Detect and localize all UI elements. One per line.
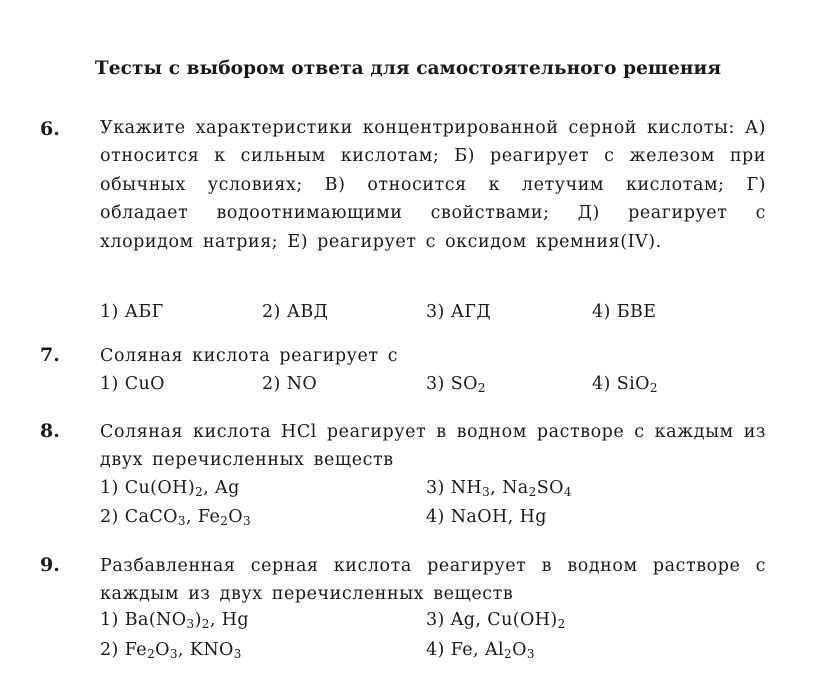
option-3: 3) $NH_3$, $Na_2SO_4$ xyxy=(426,478,572,499)
option-1: 1) АБГ xyxy=(100,302,164,322)
option-3: 3) АГД xyxy=(426,302,491,322)
option-3: 3) Ag, $Cu(OH)_2$ xyxy=(426,610,566,631)
page-title: Тесты с выбором ответа для самостоятельного решения xyxy=(94,58,722,79)
option-2: 2) $Fe_2O_3$, $KNO_3$ xyxy=(100,640,242,661)
question-text: Соляная кислота реагирует с xyxy=(100,346,399,366)
option-2: 2) АВД xyxy=(262,302,329,322)
question-number: 7. xyxy=(40,344,60,366)
question-number: 9. xyxy=(40,554,60,576)
question-text: Соляная кислота HCl реагирует в водном растворе с каждым из двух перечисленных веществ xyxy=(100,422,766,471)
option-1: 1) $Cu(OH)_2$, Ag xyxy=(100,478,240,499)
question-text: Разбавленная серная кислота реагирует в водном растворе с каждым из двух перечисленных веществ xyxy=(100,556,766,605)
option-1: 1) $Ba(NO_3)_2$, Hg xyxy=(100,610,250,631)
option-2: 2) CaCO$_3$, $Fe_2O_3$ xyxy=(100,507,252,528)
option-1: 1) CuO xyxy=(100,374,165,394)
option-4: 4) NaOH, Hg xyxy=(426,507,547,527)
option-4: 4) БВЕ xyxy=(592,302,657,322)
option-3: 3) $SO_2$ xyxy=(426,374,486,395)
option-4: 4) SiO$_2$ xyxy=(592,374,658,395)
question-number: 8. xyxy=(40,420,60,442)
question-number: 6. xyxy=(40,118,60,140)
option-2: 2) NO xyxy=(262,374,318,394)
option-4: 4) Fe, $Al_2O_3$ xyxy=(426,640,535,661)
question-text: Укажите характеристики концентрированной серной кислоты: А) относится к сильным кислотам; Б) реагирует с железом при обычных условиях; В) относится к летучим кислотам; Г) обладает водоотнимающими свойствами; Д) реагирует с хлоридом натрия; Е) реагирует с оксидом кремния(IV). xyxy=(100,118,766,252)
